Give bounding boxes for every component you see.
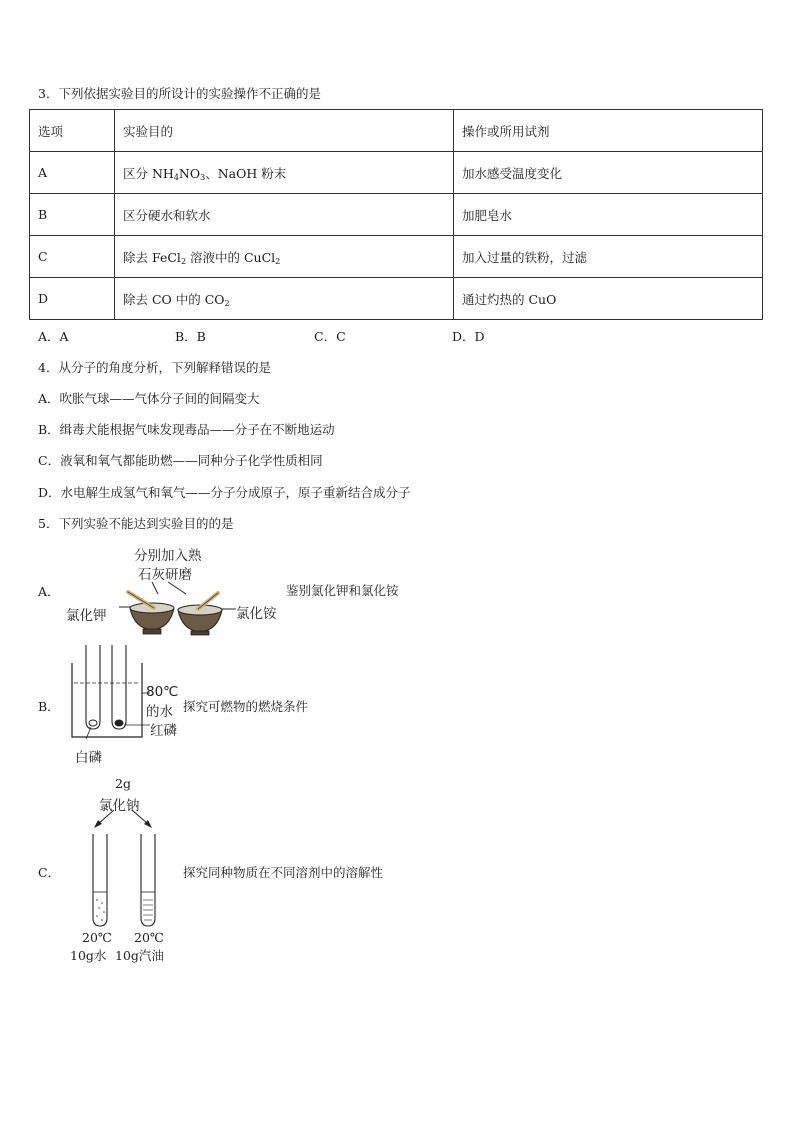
row-operation: 加肥皂水 xyxy=(454,194,763,236)
test-tube-gasoline xyxy=(141,834,155,926)
header-option: 选项 xyxy=(30,110,115,152)
gasoline-liquid-lines xyxy=(143,900,153,920)
row-option: B xyxy=(30,194,115,236)
fig-c-description: 探究同种物质在不同溶剂中的溶解性 xyxy=(183,865,384,880)
fig-c-salt-label: 氯化钠 xyxy=(99,798,140,814)
header-goal: 实验目的 xyxy=(115,110,454,152)
row-option: D xyxy=(30,278,115,320)
fig-c-mass-label: 2g xyxy=(115,776,131,791)
fig-b-description: 探究可燃物的燃烧条件 xyxy=(183,699,309,714)
right-mortar-icon xyxy=(178,593,222,635)
table-row xyxy=(30,278,763,320)
row-operation: 通过灼热的 CuO xyxy=(454,278,763,320)
row-operation: 加入过量的铁粉，过滤 xyxy=(454,236,763,278)
row-goal: 区分硬水和软水 xyxy=(115,194,454,236)
fig-b-water-label: 的水 xyxy=(146,704,173,720)
fig-c-temp-1: 20℃ xyxy=(82,930,112,945)
q3-choice-d[interactable]: D．D xyxy=(452,329,485,344)
mortar-pestle-diagram xyxy=(110,578,240,636)
fig-a-top-label-2: 石灰研磨 xyxy=(138,567,192,583)
fig-a-top-label-1: 分别加入熟 xyxy=(134,548,202,564)
beaker-outline xyxy=(72,663,142,737)
q3-title: 3．下列依据实验目的所设计的实验操作不正确的是 xyxy=(38,86,321,101)
fig-a-description: 鉴别氯化钾和氯化铵 xyxy=(286,583,399,598)
table-header-row xyxy=(30,110,763,152)
beaker-test-tube-diagram xyxy=(66,643,156,741)
left-mortar-icon xyxy=(128,592,174,634)
fig-a-left-label: 氯化钾 xyxy=(66,608,107,624)
test-tube-left xyxy=(86,645,100,729)
arrow-line-right xyxy=(168,582,186,594)
q3-table xyxy=(29,109,763,320)
two-test-tubes-diagram xyxy=(80,808,170,932)
arrow-line-left xyxy=(152,582,158,594)
fig-c-solvent-1: 10g水 xyxy=(70,948,107,963)
red-phosphorus-icon xyxy=(115,720,123,726)
table-row xyxy=(30,194,763,236)
row-goal: 除去 CO 中的 $CO_2$ xyxy=(115,278,454,320)
fig-c-solvent-2: 10g汽油 xyxy=(115,948,164,963)
fig-c-temp-2: 20℃ xyxy=(134,930,164,945)
q4-option-c[interactable]: C．液氧和氧气都能助燃——同种分子化学性质相同 xyxy=(38,453,323,468)
q3-choice-b[interactable]: B．B xyxy=(175,329,206,344)
test-tube-right xyxy=(112,645,126,729)
table-row xyxy=(30,152,763,194)
row-operation: 加水感受温度变化 xyxy=(454,152,763,194)
q4-option-b[interactable]: B．缉毒犬能根据气味发现毒品——分子在不断地运动 xyxy=(38,422,335,437)
q4-title: 4．从分子的角度分析，下列解释错误的是 xyxy=(38,360,271,375)
q5-option-b-letter[interactable]: B． xyxy=(38,699,60,714)
arrow-right-shaft xyxy=(132,810,148,824)
white-phosphorus-icon xyxy=(89,720,97,726)
q4-option-d[interactable]: D．水电解生成氢气和氧气——分子分成原子，原子重新结合成分子 xyxy=(38,485,411,500)
q3-choice-c[interactable]: C．C xyxy=(314,329,346,344)
row-goal: 区分 $NH_4NO_3$、NaOH 粉末 xyxy=(115,152,454,194)
test-tube-water xyxy=(93,834,107,926)
q4-option-a[interactable]: A．吹胀气球——气体分子间的间隔变大 xyxy=(38,391,260,406)
header-operation: 操作或所用试剂 xyxy=(454,110,763,152)
fig-b-red-label: 红磷 xyxy=(150,723,177,739)
row-option: A xyxy=(30,152,115,194)
fig-b-temp-label: 80℃ xyxy=(146,684,179,700)
q5-option-c-letter[interactable]: C． xyxy=(38,865,61,880)
arrow-left-shaft xyxy=(98,810,114,824)
q5-title: 5．下列实验不能达到实验目的的是 xyxy=(38,516,234,531)
fig-b-white-label: 白磷 xyxy=(75,750,102,766)
water-liquid-dots xyxy=(96,899,105,921)
row-goal: 除去 FeCl$_2$ 溶液中的 CuCl$_2$ xyxy=(115,236,454,278)
fig-a-right-label: 氯化铵 xyxy=(236,606,277,622)
table-row xyxy=(30,236,763,278)
q3-choice-a[interactable]: A．A xyxy=(38,329,69,344)
q5-option-a-letter[interactable]: A． xyxy=(38,584,60,599)
row-option: C xyxy=(30,236,115,278)
